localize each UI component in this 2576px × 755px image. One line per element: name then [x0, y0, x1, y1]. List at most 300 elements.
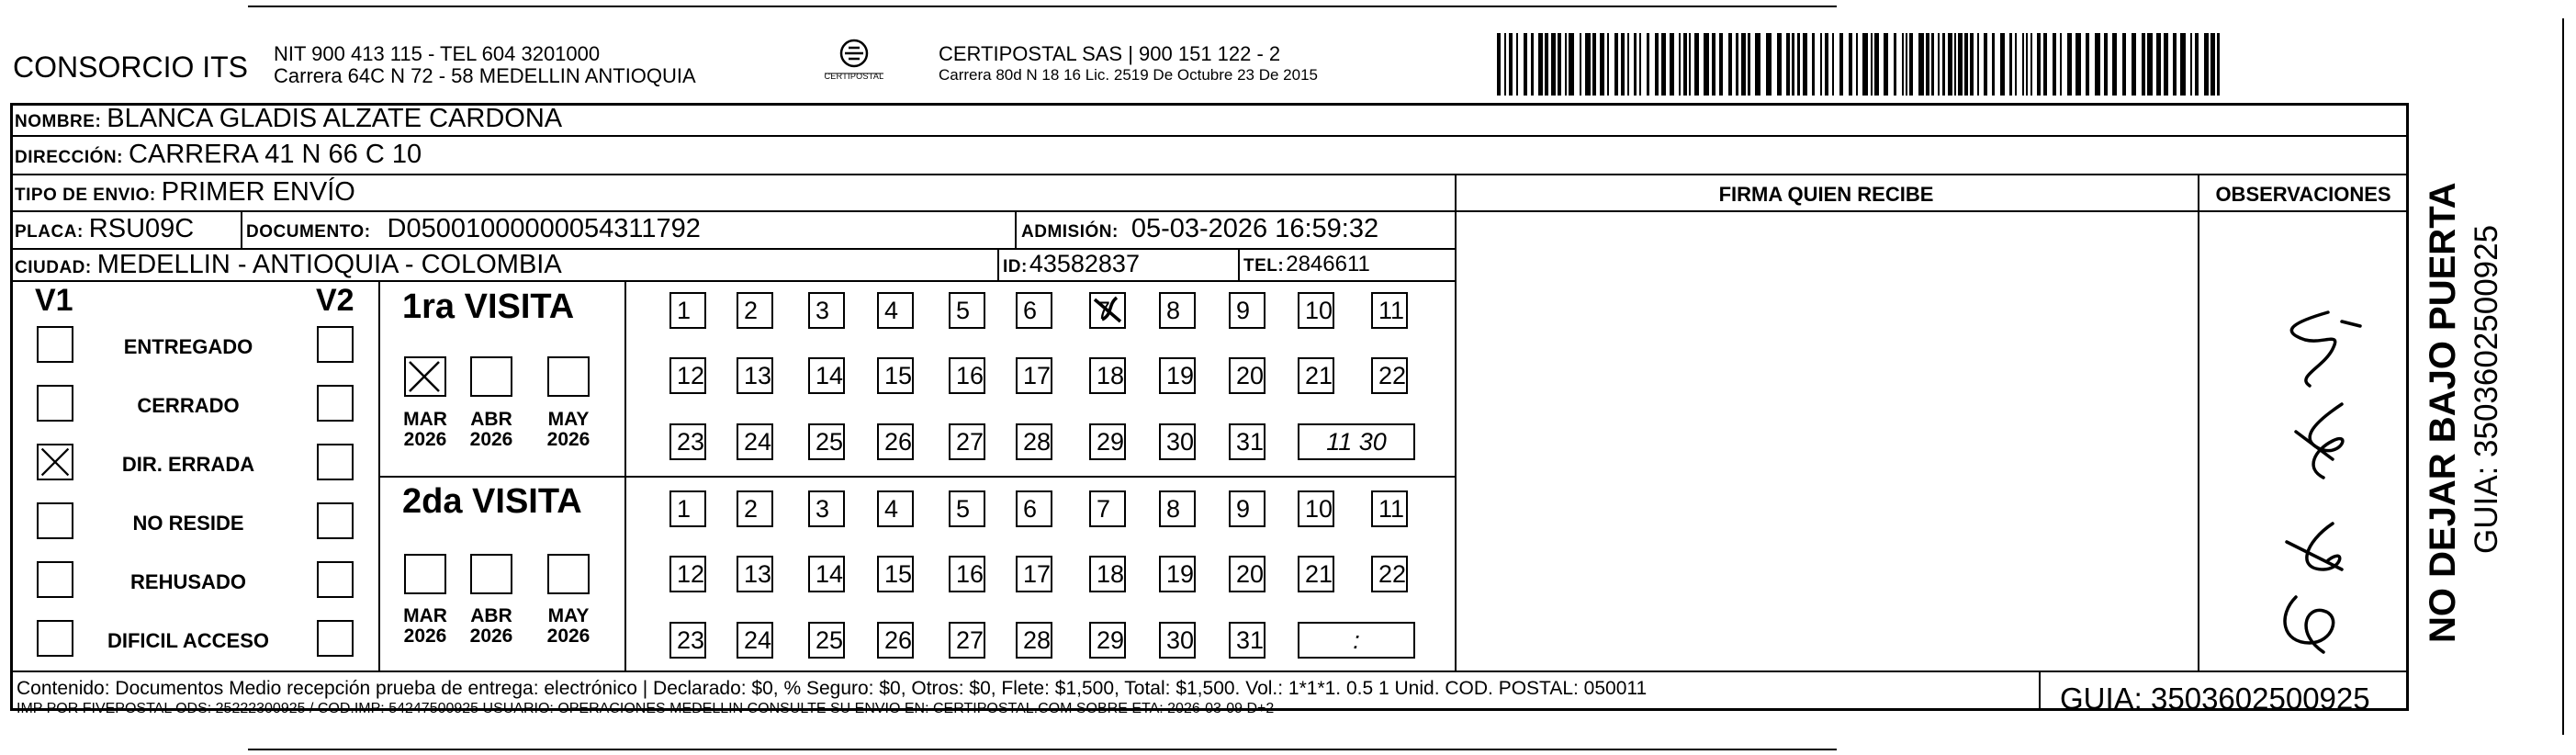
- barcode-bar: [1719, 33, 1723, 96]
- row-rule: [10, 210, 1455, 212]
- barcode-bar: [2180, 33, 2186, 96]
- barcode-bar: [1565, 33, 1567, 96]
- day-box[interactable]: [737, 622, 773, 659]
- barcode-bar: [1849, 33, 1852, 96]
- day-number: 28: [1023, 428, 1052, 456]
- barcode-bar: [1926, 33, 1929, 96]
- day-number: 5: [956, 495, 971, 523]
- barcode-bar: [2190, 33, 2192, 96]
- barcode-bar: [1679, 33, 1681, 96]
- day-number: 11: [1378, 297, 1405, 324]
- v1-checkbox[interactable]: [37, 444, 73, 480]
- placa-label: PLACA:: [15, 222, 84, 242]
- barcode-bar: [2030, 33, 2032, 96]
- barcode-bar: [1741, 33, 1746, 96]
- day-box[interactable]: [737, 490, 773, 527]
- id-row: [1003, 250, 1140, 278]
- barcode-bar: [1569, 33, 1574, 96]
- day-box[interactable]: [949, 556, 985, 592]
- barcode-bar: [2217, 33, 2220, 96]
- col-rule: [1015, 210, 1017, 248]
- barcode-bar: [1954, 33, 1956, 96]
- col-rule: [997, 248, 999, 280]
- barcode-bar: [1931, 33, 1934, 96]
- barcode-bar: [2095, 33, 2100, 96]
- day-box[interactable]: [1016, 357, 1052, 394]
- day-number: 16: [956, 560, 984, 588]
- day-number: 19: [1166, 560, 1195, 588]
- ciudad-label: CIUDAD:: [15, 258, 92, 277]
- barcode-bar: [1504, 33, 1506, 96]
- day-box[interactable]: [1016, 423, 1052, 460]
- barcode-bar: [2086, 33, 2089, 96]
- day-number: 14: [816, 362, 844, 389]
- status-label: NO RESIDE: [132, 512, 244, 535]
- handwritten-signature: [2241, 294, 2388, 661]
- admision-value: 05-03-2026 16:59:32: [1131, 214, 1379, 243]
- month-label: MAR 2026: [403, 605, 447, 647]
- month-label: MAY 2026: [546, 605, 591, 647]
- day-number: 7: [1097, 495, 1111, 523]
- logo-wordmark: CERTIPOSTAL: [824, 72, 884, 81]
- day-box[interactable]: [1016, 490, 1052, 527]
- day-box[interactable]: [808, 292, 845, 329]
- status-label: ENTREGADO: [123, 335, 253, 358]
- day-box[interactable]: [808, 556, 845, 592]
- day-number: 3: [816, 495, 830, 523]
- v2-checkbox[interactable]: [317, 385, 354, 422]
- day-box[interactable]: [808, 622, 845, 659]
- day-box[interactable]: [1229, 490, 1266, 527]
- v1-checkbox[interactable]: [37, 561, 73, 598]
- tel-row: [1243, 252, 1370, 277]
- visit2-title: 2da VISITA: [402, 482, 582, 521]
- barcode-bar: [1797, 33, 1800, 96]
- day-number: 6: [1023, 495, 1038, 523]
- day-box[interactable]: [949, 622, 985, 659]
- day-number: 17: [1023, 362, 1052, 389]
- barcode-bar: [2009, 33, 2012, 96]
- col-rule: [1455, 174, 1457, 670]
- row-rule: [1455, 210, 2409, 212]
- day-box[interactable]: [1089, 622, 1126, 659]
- day-box[interactable]: [949, 490, 985, 527]
- day-box[interactable]: [1159, 357, 1196, 394]
- tipo-value: PRIMER ENVÍO: [161, 177, 355, 207]
- day-number: 15: [884, 362, 913, 389]
- v2-header: V2: [316, 283, 354, 318]
- footer-print-info: IMP POR FIVEPOSTAL ODS: 25222300925 / COD.IMP: 54247500925 USUARIO: OPERACIONES MEDELLIN CONSULTE SU ENVIO EN: CERTIPOSTAL.COM SOBRE ETA: 2026-03-09 D+2: [17, 701, 1275, 716]
- day-number: 27: [956, 428, 984, 456]
- barcode-bar: [1670, 33, 1674, 96]
- barcode-bar: [1777, 33, 1782, 96]
- month-checkbox[interactable]: [470, 356, 512, 397]
- barcode-bar: [1948, 33, 1952, 96]
- day-box[interactable]: [877, 622, 914, 659]
- day-number: 12: [677, 362, 705, 389]
- day-box[interactable]: [1089, 292, 1126, 329]
- ciudad-row: [15, 250, 562, 280]
- day-number: 31: [1236, 428, 1265, 456]
- firma-header: FIRMA QUIEN RECIBE: [1718, 183, 1934, 206]
- day-box[interactable]: [737, 292, 773, 329]
- day-box[interactable]: [737, 357, 773, 394]
- barcode-bar: [1909, 33, 1913, 96]
- day-number: 23: [677, 626, 705, 654]
- day-number: 1: [677, 495, 692, 523]
- barcode-bar: [1600, 33, 1604, 96]
- day-number: 4: [884, 495, 899, 523]
- day-number: 18: [1097, 560, 1125, 588]
- day-box[interactable]: [877, 556, 914, 592]
- barcode-bar: [1655, 33, 1659, 96]
- barcode-bar: [1820, 33, 1822, 96]
- barcode-bar: [1639, 33, 1641, 96]
- barcode-bar: [2067, 33, 2072, 96]
- barcode-bar: [1634, 33, 1637, 96]
- day-box[interactable]: [669, 490, 706, 527]
- status-label: REHUSADO: [130, 570, 246, 593]
- day-number: 12: [677, 560, 705, 588]
- day-box[interactable]: [737, 556, 773, 592]
- time-box[interactable]: 11 30: [1298, 423, 1415, 460]
- barcode-bar: [1964, 33, 1968, 96]
- day-number: 31: [1236, 626, 1265, 654]
- day-box[interactable]: [1229, 357, 1266, 394]
- barcode-bar: [1862, 33, 1868, 96]
- day-box[interactable]: [1159, 556, 1196, 592]
- barcode-bar: [1545, 33, 1548, 96]
- day-number: 22: [1378, 560, 1407, 588]
- day-number: 10: [1305, 495, 1333, 523]
- day-number: 9: [1236, 495, 1251, 523]
- day-box[interactable]: [669, 357, 706, 394]
- barcode-bar: [2053, 33, 2056, 96]
- barcode-bar: [1627, 33, 1629, 96]
- day-number: 24: [744, 626, 772, 654]
- day-box[interactable]: [1229, 423, 1266, 460]
- v2-checkbox[interactable]: [317, 326, 354, 363]
- barcode-bar: [2147, 33, 2153, 96]
- admision-label: ADMISIÓN:: [1021, 222, 1119, 242]
- visit1-title: 1ra VISITA: [402, 287, 575, 326]
- day-box[interactable]: [1371, 357, 1408, 394]
- barcode-bar: [2022, 33, 2024, 96]
- documento-label: DOCUMENTO:: [246, 222, 371, 242]
- day-box[interactable]: [1159, 490, 1196, 527]
- barcode-bar: [1607, 33, 1609, 96]
- barcode-bar: [1661, 33, 1666, 96]
- barcode-bar: [1748, 33, 1750, 96]
- day-box[interactable]: [877, 357, 914, 394]
- time-box[interactable]: :: [1298, 622, 1415, 659]
- direccion-row: [15, 140, 422, 170]
- barcode-bar: [1902, 33, 1904, 96]
- barcode-bar: [1614, 33, 1618, 96]
- barcode-bar: [1970, 33, 1974, 96]
- day-box[interactable]: [877, 423, 914, 460]
- tipo-row: [15, 177, 355, 208]
- v1-checkbox[interactable]: [37, 385, 73, 422]
- day-box[interactable]: [669, 622, 706, 659]
- bottom-rule: [248, 749, 1837, 750]
- row-rule: [10, 670, 2409, 672]
- day-number: 16: [956, 362, 984, 389]
- barcode-bar: [1918, 33, 1924, 96]
- barcode-bar: [1736, 33, 1738, 96]
- status-label: DIFICIL ACCESO: [107, 629, 269, 652]
- day-number: 3: [816, 297, 830, 324]
- day-number: 4: [884, 297, 899, 324]
- col-rule: [241, 210, 242, 248]
- day-number: 8: [1166, 495, 1181, 523]
- barcode-bar: [1755, 33, 1760, 96]
- day-box[interactable]: [877, 292, 914, 329]
- nit-line: NIT 900 413 115 - TEL 604 3201000: [274, 42, 601, 65]
- day-number: 20: [1236, 560, 1265, 588]
- barcode-bar: [1585, 33, 1591, 96]
- side-warning: NO DEJAR BAJO PUERTA: [2423, 182, 2463, 643]
- barcode-bar: [1592, 33, 1596, 96]
- col-rule: [2039, 670, 2041, 711]
- day-box[interactable]: [1016, 556, 1052, 592]
- day-box[interactable]: [1016, 292, 1052, 329]
- month-label: ABR 2026: [469, 409, 513, 450]
- day-number: 23: [677, 428, 705, 456]
- barcode-bar: [2164, 33, 2168, 96]
- barcode-bar: [1906, 33, 1907, 96]
- row-rule: [378, 476, 1455, 478]
- day-number: 10: [1305, 297, 1333, 324]
- month-label: MAY 2026: [546, 409, 591, 450]
- nombre-label: NOMBRE:: [15, 112, 102, 131]
- day-box[interactable]: [1298, 292, 1334, 329]
- v1-header: V1: [35, 283, 73, 318]
- certipostal-logo: [808, 37, 900, 92]
- placa-value: RSU09C: [88, 214, 195, 243]
- month-label: ABR 2026: [469, 605, 513, 647]
- barcode-bar: [1516, 33, 1518, 96]
- day-number: 5: [956, 297, 971, 324]
- observaciones-header: OBSERVACIONES: [2215, 183, 2391, 206]
- col-rule: [2198, 174, 2199, 670]
- barcode-bar: [2037, 33, 2041, 96]
- barcode-bar: [1647, 33, 1649, 96]
- v2-checkbox[interactable]: [317, 561, 354, 598]
- status-label: CERRADO: [137, 394, 240, 417]
- footer-guia: GUIA: 3503602500925: [2060, 682, 2370, 716]
- day-number: 14: [816, 560, 844, 588]
- day-number: 25: [816, 626, 844, 654]
- day-box[interactable]: [1089, 423, 1126, 460]
- barcode-bar: [1580, 33, 1581, 96]
- barcode-bar: [1683, 33, 1687, 96]
- month-label: MAR 2026: [403, 409, 447, 450]
- company-name: CONSORCIO ITS: [13, 51, 249, 84]
- barcode-bar: [1551, 33, 1556, 96]
- id-value: 43582837: [1029, 250, 1140, 277]
- day-box[interactable]: [1159, 423, 1196, 460]
- day-box[interactable]: [1298, 357, 1334, 394]
- barcode: [1497, 33, 2222, 96]
- v1-checkbox[interactable]: [37, 620, 73, 657]
- day-number: 27: [956, 626, 984, 654]
- day-number: 28: [1023, 626, 1052, 654]
- day-number: 6: [1023, 297, 1038, 324]
- day-box[interactable]: [1298, 556, 1334, 592]
- day-number: 8: [1166, 297, 1181, 324]
- barcode-bar: [1977, 33, 1979, 96]
- admision-row: [1021, 214, 1378, 244]
- col-rule: [1238, 248, 1240, 280]
- day-box[interactable]: [1298, 490, 1334, 527]
- day-box[interactable]: [669, 292, 706, 329]
- barcode-bar: [2075, 33, 2081, 96]
- barcode-bar: [2132, 33, 2136, 96]
- day-box[interactable]: [808, 357, 845, 394]
- month-checkbox[interactable]: [404, 356, 446, 397]
- right-edge-rule: [2562, 18, 2564, 735]
- barcode-bar: [1812, 33, 1815, 96]
- barcode-bar: [1938, 33, 1940, 96]
- barcode-bar: [1958, 33, 1963, 96]
- day-box[interactable]: [669, 556, 706, 592]
- nombre-value: BLANCA GLADIS ALZATE CARDONA: [107, 104, 563, 133]
- row-rule: [10, 174, 2409, 175]
- top-rule: [248, 6, 1837, 7]
- barcode-bar: [1825, 33, 1828, 96]
- footer-content: Contenido: Documentos Medio recepción prueba de entrega: electrónico | Declarado: $0, % Seguro: $0, Otros: $0, Flete: $1,500, Total: $1,500. Vol.: 1*1*1. 0.5 1 Unid. COD. POSTAL: 050011: [17, 678, 1648, 699]
- day-box[interactable]: [737, 423, 773, 460]
- month-checkbox[interactable]: [470, 554, 512, 594]
- row-rule: [10, 135, 2409, 137]
- day-box[interactable]: [1159, 622, 1196, 659]
- barcode-bar: [1766, 33, 1772, 96]
- day-number: 24: [744, 428, 772, 456]
- day-box[interactable]: [1371, 490, 1408, 527]
- barcode-bar: [1839, 33, 1843, 96]
- barcode-bar: [1884, 33, 1888, 96]
- barcode-bar: [1871, 33, 1873, 96]
- barcode-bar: [1524, 33, 1527, 96]
- day-box[interactable]: [1229, 622, 1266, 659]
- barcode-bar: [1531, 33, 1534, 96]
- month-checkbox[interactable]: [547, 554, 590, 594]
- barcode-bar: [1689, 33, 1691, 96]
- day-number: 30: [1166, 428, 1195, 456]
- day-number: 13: [744, 362, 772, 389]
- barcode-bar: [1538, 33, 1543, 96]
- direccion-label: DIRECCIÓN:: [15, 148, 123, 167]
- barcode-bar: [2000, 33, 2005, 96]
- day-box[interactable]: [669, 423, 706, 460]
- day-box[interactable]: [1371, 292, 1408, 329]
- barcode-bar: [1786, 33, 1790, 96]
- day-number: 26: [884, 626, 913, 654]
- barcode-bar: [2173, 33, 2177, 96]
- id-label: ID:: [1003, 257, 1028, 276]
- direccion-value: CARRERA 41 N 66 C 10: [128, 140, 422, 169]
- day-number: 26: [884, 428, 913, 456]
- day-box[interactable]: [949, 357, 985, 394]
- barcode-bar: [1874, 33, 1879, 96]
- placa-row: [15, 214, 194, 244]
- barcode-bar: [1832, 33, 1834, 96]
- barcode-bar: [1803, 33, 1807, 96]
- day-number: 13: [744, 560, 772, 588]
- barcode-bar: [2015, 33, 2017, 96]
- barcode-bar: [1497, 33, 1501, 96]
- day-number: 11: [1378, 495, 1405, 523]
- barcode-bar: [2122, 33, 2126, 96]
- barcode-bar: [2060, 33, 2062, 96]
- barcode-bar: [2195, 33, 2199, 96]
- day-box[interactable]: [1229, 556, 1266, 592]
- month-checkbox[interactable]: [404, 554, 446, 594]
- day-number: 20: [1236, 362, 1265, 389]
- day-number: 19: [1166, 362, 1195, 389]
- barcode-bar: [2210, 33, 2215, 96]
- v1-checkbox[interactable]: [37, 326, 73, 363]
- day-box[interactable]: [949, 423, 985, 460]
- barcode-bar: [1509, 33, 1513, 96]
- day-number: 2: [744, 495, 759, 523]
- v2-checkbox[interactable]: [317, 502, 354, 539]
- barcode-bar: [2026, 33, 2028, 96]
- day-box[interactable]: [1229, 292, 1266, 329]
- day-number: 15: [884, 560, 913, 588]
- day-number: 9: [1236, 297, 1251, 324]
- tel-value: 2846611: [1286, 252, 1370, 276]
- day-box[interactable]: [1371, 556, 1408, 592]
- day-box[interactable]: [1089, 490, 1126, 527]
- day-number: 21: [1305, 560, 1333, 588]
- day-number: 7: [1097, 297, 1111, 324]
- day-box[interactable]: [1089, 556, 1126, 592]
- barcode-bar: [2104, 33, 2108, 96]
- barcode-bar: [2204, 33, 2209, 96]
- barcode-bar: [2156, 33, 2161, 96]
- day-box[interactable]: [808, 490, 845, 527]
- documento-value: D05001000000054311792: [387, 214, 701, 243]
- carrier-line: CERTIPOSTAL SAS | 900 151 122 - 2: [939, 42, 1281, 65]
- day-box[interactable]: [1016, 622, 1052, 659]
- tipo-label: TIPO DE ENVIO:: [15, 186, 156, 205]
- day-number: 22: [1378, 362, 1407, 389]
- day-box[interactable]: [949, 292, 985, 329]
- status-label: DIR. ERRADA: [121, 453, 255, 476]
- day-box[interactable]: [808, 423, 845, 460]
- day-number: 29: [1097, 626, 1125, 654]
- day-number: 25: [816, 428, 844, 456]
- barcode-bar: [1942, 33, 1945, 96]
- v2-checkbox[interactable]: [317, 444, 354, 480]
- barcode-bar: [2043, 33, 2047, 96]
- day-box[interactable]: [1159, 292, 1196, 329]
- v1-checkbox[interactable]: [37, 502, 73, 539]
- day-number: 30: [1166, 626, 1195, 654]
- barcode-bar: [1856, 33, 1858, 96]
- day-box[interactable]: [1089, 357, 1126, 394]
- side-guia: GUIA: 3503602500925: [2469, 224, 2504, 554]
- day-number: 2: [744, 297, 759, 324]
- nombre-row: [15, 104, 562, 134]
- barcode-bar: [2142, 33, 2145, 96]
- day-box[interactable]: [877, 490, 914, 527]
- v2-checkbox[interactable]: [317, 620, 354, 657]
- month-checkbox[interactable]: [547, 356, 590, 397]
- company-address: Carrera 64C N 72 - 58 MEDELLIN ANTIOQUIA: [274, 64, 696, 87]
